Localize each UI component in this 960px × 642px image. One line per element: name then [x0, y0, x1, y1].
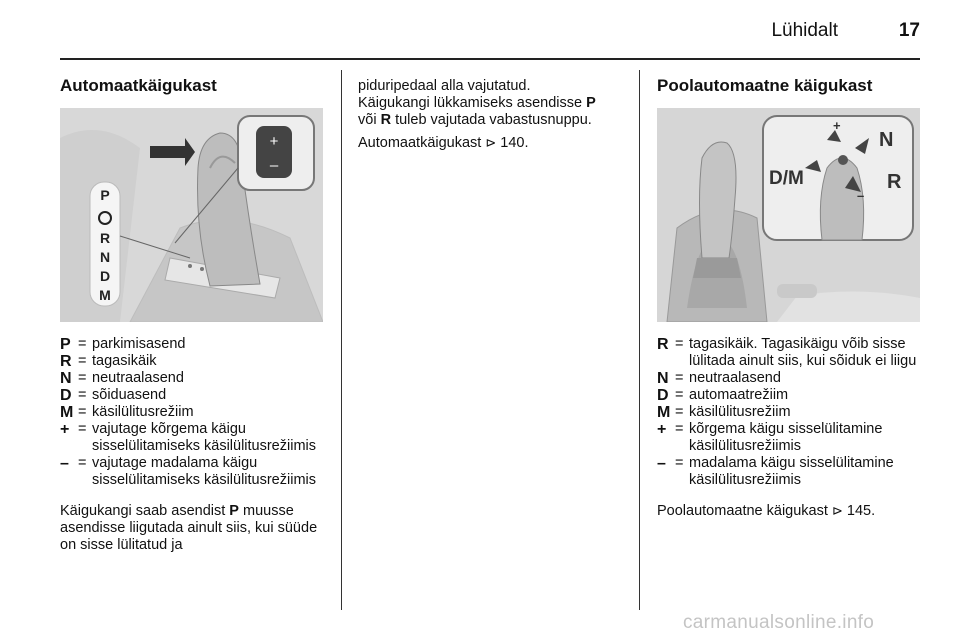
reference-arrow-icon: ⊳: [485, 136, 497, 151]
legend-item: R = tagasikäik: [60, 353, 157, 370]
plus-button-label: +: [269, 133, 279, 150]
watermark: carmanualsonline.info: [683, 612, 875, 633]
legend-item: N = neutraalasend: [60, 370, 184, 387]
semi-automatic-gear-figure: [657, 108, 920, 322]
n-label: N: [879, 129, 894, 151]
minus-label: –: [857, 188, 865, 203]
automatic-paragraph-1: Käigukangi saab asendist P muusse asendisse liigutada ainult siis, kui süüde on sisse lülitatud ja: [60, 503, 318, 553]
legend-item: – = vajutage madalama käigu sisselülitamiseks käsilülitusrežiimis: [60, 455, 316, 488]
automatic-section: [60, 62, 325, 554]
column-divider-1: [341, 70, 342, 610]
legend-item: D = sõiduasend: [60, 387, 167, 404]
legend-item: M = käsilülitusrežiim: [60, 404, 194, 421]
reference-arrow-icon: ⊳: [831, 504, 843, 519]
automatic-reference[interactable]: Automaatkäigukast ⊳ 140.: [358, 135, 529, 151]
automatic-gear-illustration: [60, 108, 323, 322]
automatic-continued: [358, 78, 618, 152]
legend-item: N = neutraalasend: [657, 370, 781, 387]
legend-item: P = parkimisasend: [60, 336, 186, 353]
automatic-legend: [60, 336, 325, 489]
semi-automatic-reference[interactable]: Poolautomaatne käigukast ⊳ 145.: [657, 503, 876, 519]
column-divider-2: [639, 70, 640, 610]
plus-label: +: [833, 118, 841, 133]
position-p-label: P: [100, 187, 110, 203]
position-n-label: N: [99, 249, 111, 265]
dm-label: D/M: [769, 168, 804, 189]
legend-item: – = madalama käigu sisselülitamine käsilülitusrežiimis: [657, 455, 894, 488]
minus-button-label: –: [269, 157, 279, 174]
position-r-label: R: [99, 230, 111, 246]
semi-automatic-legend: [657, 336, 920, 489]
position-d-label: D: [99, 268, 111, 284]
semi-automatic-section: [657, 62, 920, 520]
page-header: [60, 0, 920, 60]
automatic-heading: Automaatkäigukast: [60, 76, 217, 95]
legend-item: M = käsilülitusrežiim: [657, 404, 791, 421]
r-label: R: [887, 171, 902, 193]
legend-item: D = automaatrežiim: [657, 387, 789, 404]
semi-automatic-heading: Poolautomaatne käigukast: [657, 76, 873, 95]
semi-automatic-gear-illustration: [657, 108, 920, 322]
automatic-paragraph-1-end: piduripedaal alla vajutatud.: [358, 78, 531, 94]
position-m-label: M: [99, 287, 111, 303]
page-number: 17: [898, 20, 920, 41]
legend-item: + = vajutage kõrgema käigu sisselülitamiseks käsilülitusrežiimis: [60, 421, 316, 454]
automatic-paragraph-2: Käigukangi lükkamiseks asendisse P või R tuleb vajutada vabastusnuppu.: [358, 95, 596, 128]
section-title: Lühidalt: [771, 20, 838, 41]
automatic-gear-figure: [60, 108, 323, 322]
legend-item: R = tagasikäik. Tagasikäigu võib sisse lülitada ainult siis, kui sõiduk ei liigu: [657, 336, 917, 369]
legend-item: + = kõrgema käigu sisselülitamine käsilülitusrežiimis: [657, 421, 883, 454]
